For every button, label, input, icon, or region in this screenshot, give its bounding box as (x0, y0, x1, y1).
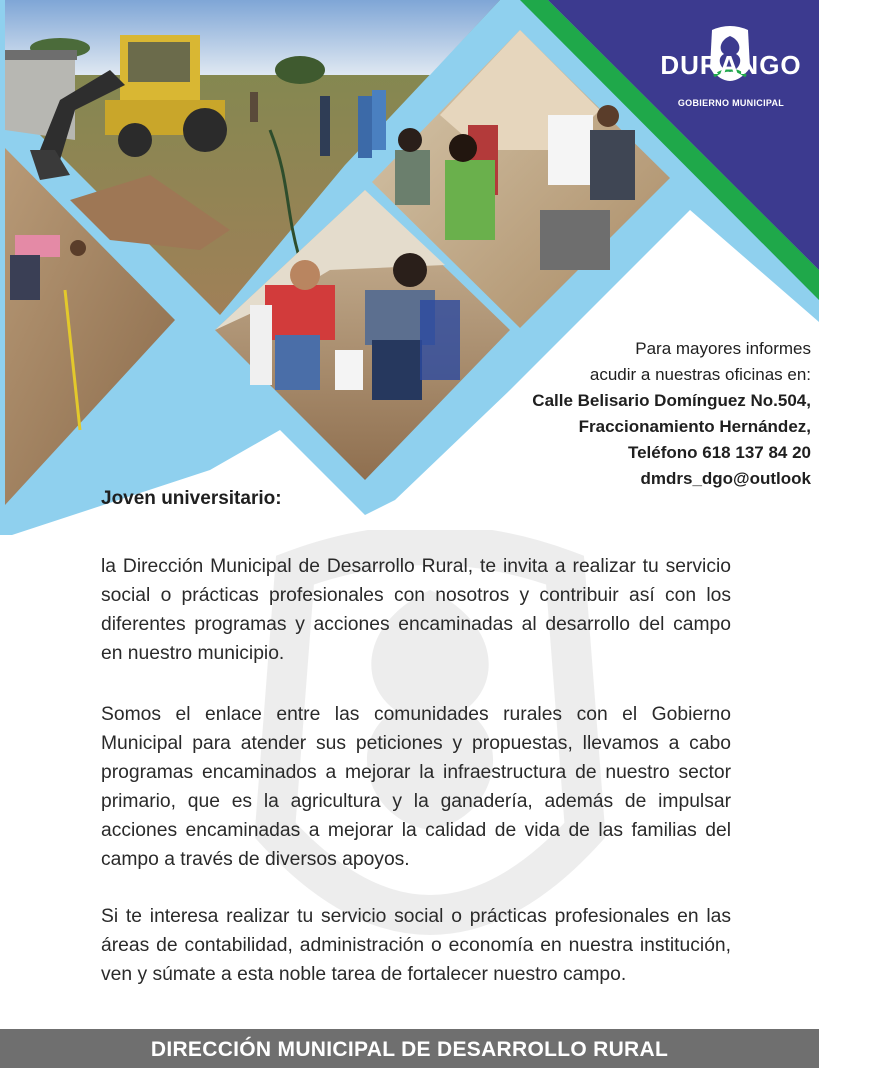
contact-email[interactable]: dmdrs_dgo@outlook (640, 469, 811, 488)
logo-wordmark: DURANGO (660, 50, 802, 80)
paragraph-invitation: la Dirección Municipal de Desarrollo Rural, te invita a realizar tu servicio social o prácticas profesionales con nosotros y contribuir así con los diferentes programas y acciones encaminadas al desarrollo del campo en nuestro municipio. (101, 556, 731, 664)
contact-address2: Fraccionamiento Hernández, (578, 417, 811, 436)
contact-address1: Calle Belisario Domínguez No.504, (532, 391, 811, 410)
durango-logo (656, 24, 806, 114)
footer-banner: DIRECCIÓN MUNICIPAL DE DESARROLLO RURAL (0, 1029, 819, 1068)
contact-line1: Para mayores informes (635, 339, 811, 358)
contact-line2: acudir a nuestras oficinas en: (589, 365, 811, 384)
logo-subtitle: GOBIERNO MUNICIPAL (677, 98, 785, 108)
paragraph-about: Somos el enlace entre las comunidades rurales con el Gobierno Municipal para atender sus peticiones y propuestas, llevamos a cabo programas encaminados a mejorar la infraestructura de nuestro sector primario, que es la agricultura y la ganadería, además de impulsar acciones encaminadas a mejorar la calidad de vida de las familias del campo a través de diversos apoyos. (101, 704, 731, 870)
contact-phone: Teléfono 618 137 84 20 (627, 443, 811, 462)
paragraph-call-to-action: Si te interesa realizar tu servicio social o prácticas profesionales en las áreas de contabilidad, administración o economía en nuestra institución, ven y súmate a esta noble tarea de fortalecer nuestro campo. (101, 906, 731, 985)
contact-info (532, 336, 811, 492)
greeting: Joven universitario: (101, 488, 282, 509)
